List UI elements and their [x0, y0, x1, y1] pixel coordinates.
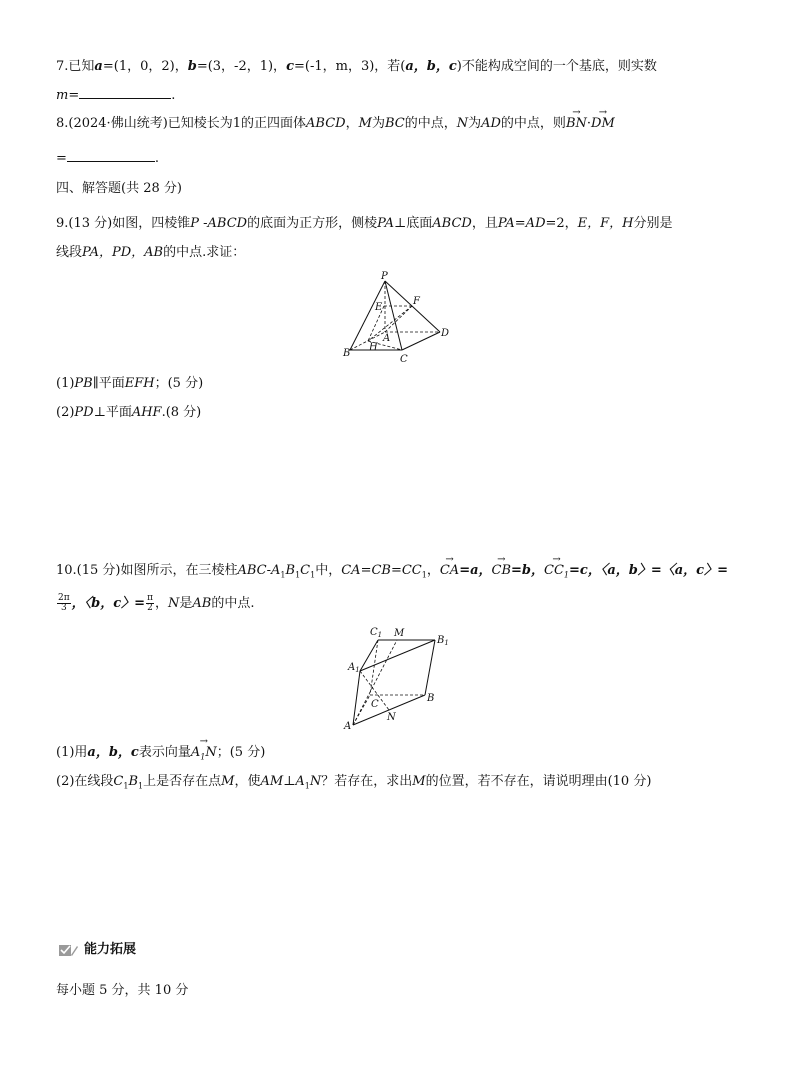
label-H: H — [369, 342, 378, 353]
checkmark-pencil-icon — [58, 943, 78, 957]
label-M: M — [394, 628, 405, 639]
q10-line1: 10.(15 分)如图所示，在三棱柱ABC-$A_1B_1C_1$中，$CA=CB=CC_1$，→ CA=a，→ CB=b，→ $CC_1=c$，〈a，b〉=〈a，c〉= — [56, 562, 728, 585]
q8-answer-blank[interactable] — [67, 149, 155, 162]
label-B1: $B_1$ — [437, 635, 449, 647]
pyramid-figure — [340, 268, 455, 368]
q7-answer-line: m= . — [56, 88, 176, 103]
label-P: P — [381, 271, 388, 282]
section-4-title: 四、解答题(共 28 分) — [56, 181, 182, 196]
label-A1: $A_1$ — [348, 662, 360, 674]
q9-line1: 9.(13 分)如图，四棱锥P -ABCD的底面为正方形，侧棱PA⊥底面ABCD，且PA=AD=2，E，F，H分别是 — [56, 216, 673, 231]
q8-answer-line: = . — [56, 151, 160, 166]
prism-figure — [340, 622, 460, 734]
q10-part1: (1)用a，b，c表示向量→ $A_1N$；(5 分) — [56, 744, 265, 767]
q9-part1: (1)PB∥平面EFH；(5 分) — [56, 376, 204, 391]
q7-answer-blank[interactable] — [79, 86, 171, 99]
section-ext-title: 能力拓展 — [84, 942, 137, 957]
vec-a1n: → $A_1N$ — [191, 744, 217, 767]
label-B: B — [427, 693, 435, 704]
label-C: C — [371, 699, 379, 710]
label-A: A — [383, 333, 391, 344]
footer-note: 每小题 5 分，共 10 分 — [56, 983, 189, 998]
q10-line2: $\frac{2\pi}{3}$ ，〈b，c〉= $\frac{\pi}{2}$ ，N是AB的中点. — [58, 593, 255, 613]
vec-cc1: → $CC_1$ — [544, 562, 569, 585]
q9-part2: (2)PD⊥平面AHF.(8 分) — [56, 405, 202, 420]
label-D: D — [441, 328, 450, 339]
label-C1: $C_1$ — [370, 627, 383, 639]
q10-part2: (2)在线段$C_1B_1$上是否存在点M，使$AM\perp A_1N$？若存在，求出M的位置，若不存在，请说明理由(10 分) — [56, 774, 652, 791]
label-F: F — [413, 296, 420, 307]
label-B: B — [343, 348, 351, 359]
q7-line1: 7.已知a=(1，0，2)，b=(3，-2，1)，c=(-1，m，3)，若(a，b，c)不能构成空间的一个基底，则实数 — [56, 59, 657, 74]
label-E: E — [375, 302, 383, 313]
q9-line2: 线段PA，PD，AB的中点.求证： — [56, 245, 246, 260]
fraction-2pi-3: $\frac{2\pi}{3}$ — [58, 593, 70, 613]
label-A: A — [344, 721, 352, 732]
label-N: N — [387, 712, 396, 723]
label-C: C — [400, 354, 408, 365]
fraction-pi-2: $\frac{\pi}{2}$ — [147, 593, 153, 613]
q8-line1: 8.(2024·佛山统考)已知棱长为1的正四面体ABCD，M为BC的中点，N为AD的中点，则→ BN·→ DM — [56, 115, 615, 133]
